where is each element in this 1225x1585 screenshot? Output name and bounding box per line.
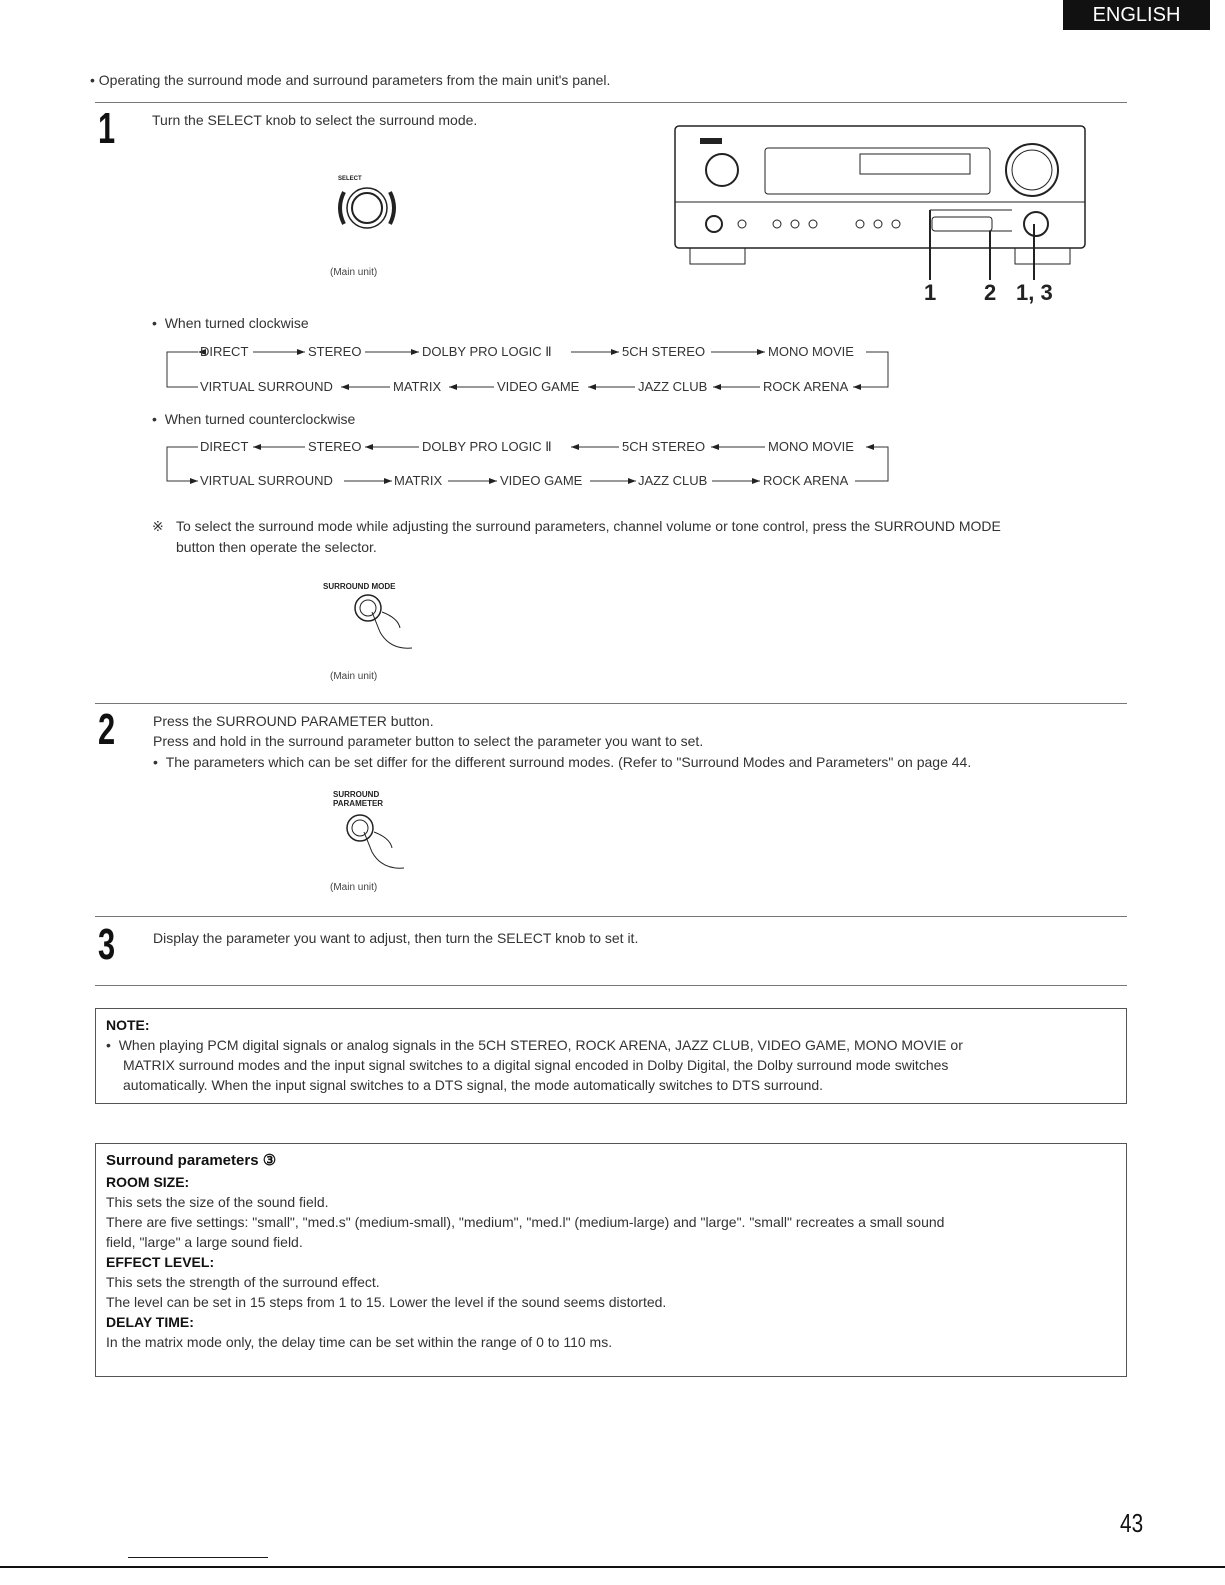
page-number: 43 — [1120, 1508, 1144, 1538]
note-box — [95, 1008, 1127, 1104]
mode-matrix: MATRIX — [394, 473, 443, 488]
bottom-rule — [0, 1566, 1225, 1568]
mode-stereo: STEREO — [308, 439, 362, 454]
mode-video-game: VIDEO GAME — [500, 473, 583, 488]
step-number: 2 — [98, 705, 116, 754]
parameters-title: Surround parameters ③ — [106, 1152, 277, 1169]
callout-1-3: 1, 3 — [1016, 280, 1053, 305]
counterclockwise-label: • When turned counterclockwise — [152, 411, 356, 427]
clockwise-label: • When turned clockwise — [152, 315, 309, 331]
step2-line2: Press and hold in the surround parameter button to select the parameter you want to set. — [153, 733, 704, 749]
step3-text: Display the parameter you want to adjust, then turn the SELECT knob to set it. — [153, 930, 639, 946]
note-mark: ※ — [152, 518, 164, 534]
mode-virtual-surround: VIRTUAL SURROUND — [200, 473, 333, 488]
callout-1: 1 — [924, 280, 937, 305]
mode-direct: DIRECT — [200, 439, 249, 454]
effect-level-line: This sets the strength of the surround effect. — [106, 1274, 380, 1290]
delay-time-line: In the matrix mode only, the delay time can be set within the range of 0 to 110 ms. — [106, 1334, 613, 1350]
step2-line1: Press the SURROUND PARAMETER button. — [153, 713, 434, 729]
mode-5ch-stereo: 5CH STEREO — [622, 439, 706, 454]
mode-jazz-club: JAZZ CLUB — [638, 379, 708, 394]
surround-mode-button-label: SURROUND MODE — [323, 582, 396, 591]
mode-mono-movie: MONO MOVIE — [768, 344, 854, 359]
effect-level-line: The level can be set in 15 steps from 1 to 15. Lower the level if the sound seems distorted. — [106, 1294, 667, 1310]
note-line: • When playing PCM digital signals or analog signals in the 5CH STEREO, ROCK ARENA, JAZZ CLUB, VIDEO GAME, MONO MOVIE or — [106, 1037, 963, 1053]
note-line: MATRIX surround modes and the input signal switches to a digital signal encoded in Dolby Digital, the Dolby surround mode switches — [123, 1057, 949, 1073]
step-number: 3 — [98, 920, 116, 969]
main-unit-caption: (Main unit) — [330, 267, 378, 278]
note-line: automatically. When the input signal switches to a DTS signal, the mode automatically switches to DTS surround. — [123, 1077, 824, 1093]
room-size-line: field, "large" a large sound field. — [106, 1234, 303, 1250]
mode-virtual-surround: VIRTUAL SURROUND — [200, 379, 333, 394]
divider — [95, 703, 1127, 704]
mode-stereo: STEREO — [308, 344, 362, 359]
hand-pressing-button-icon — [342, 812, 412, 874]
surround-parameter-button-label: SURROUND PARAMETER — [333, 790, 384, 808]
step1-note-line1: To select the surround mode while adjusting the surround parameters, channel volume or tone control, press the SURROUND MODE — [176, 518, 1001, 534]
step1-note-line2: button then operate the selector. — [176, 539, 377, 555]
mode-dolby-pro-logic-2: DOLBY PRO LOGIC Ⅱ — [422, 439, 552, 454]
mode-rock-arena: ROCK ARENA — [763, 379, 849, 394]
mode-video-game: VIDEO GAME — [497, 379, 580, 394]
delay-time-title: DELAY TIME: — [106, 1314, 194, 1330]
room-size-title: ROOM SIZE: — [106, 1174, 190, 1190]
effect-level-title: EFFECT LEVEL: — [106, 1254, 215, 1270]
mode-mono-movie: MONO MOVIE — [768, 439, 854, 454]
mode-dolby-pro-logic-2: DOLBY PRO LOGIC Ⅱ — [422, 344, 552, 359]
mode-direct: DIRECT — [200, 344, 249, 359]
select-knob-label: SELECT — [338, 176, 362, 182]
step1-text: Turn the SELECT knob to select the surround mode. — [152, 112, 478, 128]
mode-rock-arena: ROCK ARENA — [763, 473, 849, 488]
link-underline — [128, 1557, 268, 1558]
callout-2: 2 — [984, 280, 997, 305]
main-unit-caption: (Main unit) — [330, 671, 378, 682]
note-title: NOTE: — [106, 1017, 150, 1033]
divider — [95, 916, 1127, 917]
room-size-line: There are five settings: "small", "med.s" (medium-small), "medium", "med.l" (medium-large) and "large". "small" recreates a small sound — [106, 1214, 945, 1230]
mode-matrix: MATRIX — [393, 379, 442, 394]
divider — [95, 985, 1127, 986]
mode-jazz-club: JAZZ CLUB — [638, 473, 708, 488]
step-number: 1 — [98, 104, 116, 153]
main-unit-caption: (Main unit) — [330, 882, 378, 893]
clockwise-flow-arrows — [0, 0, 1225, 520]
language-badge: ENGLISH — [1063, 0, 1210, 30]
room-size-line: This sets the size of the sound field. — [106, 1194, 329, 1210]
mode-5ch-stereo: 5CH STEREO — [622, 344, 706, 359]
intro-text: • Operating the surround mode and surround parameters from the main unit's panel. — [90, 72, 611, 88]
hand-pressing-button-icon — [350, 592, 420, 654]
step2-bullet: • The parameters which can be set differ for the different surround modes. (Refer to "Surround Modes and Parameters" on page 44. — [153, 754, 972, 770]
surround-parameters-box — [95, 1143, 1127, 1377]
